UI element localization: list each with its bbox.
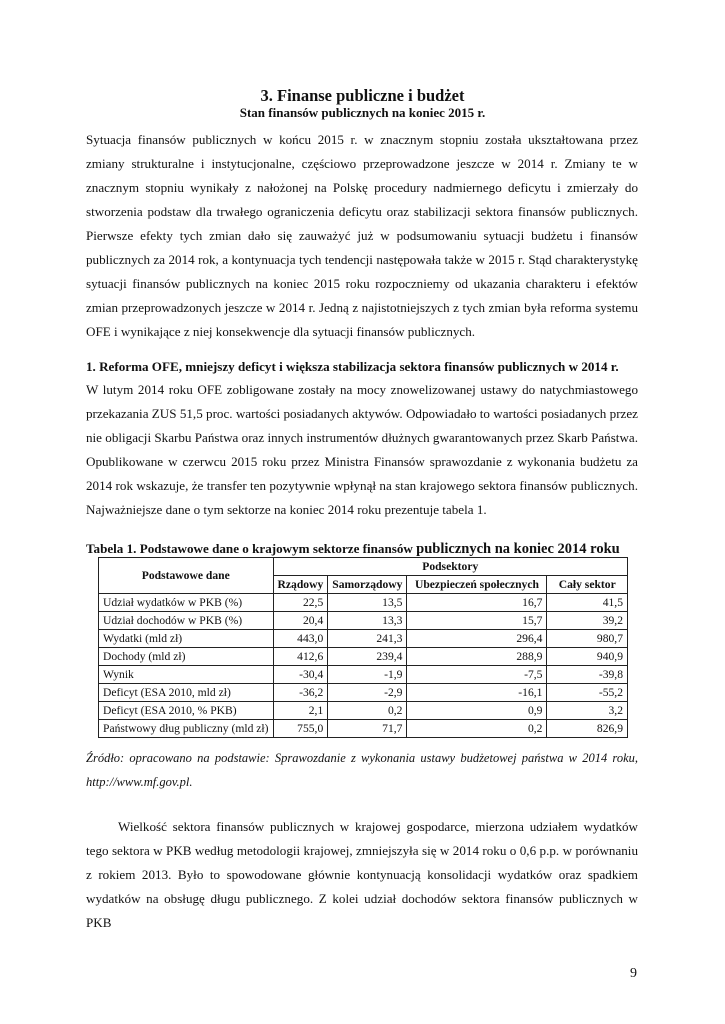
cell-value: 940,9 <box>547 648 628 666</box>
table-row <box>99 684 628 702</box>
cell-value: 3,2 <box>547 702 628 720</box>
cell-value: 755,0 <box>273 720 328 738</box>
cell-value: 443,0 <box>273 630 328 648</box>
table-row <box>99 702 628 720</box>
cell-value: 412,6 <box>273 648 328 666</box>
table-row <box>99 612 628 630</box>
cell-value: 241,3 <box>328 630 407 648</box>
cell-value: 0,2 <box>407 720 547 738</box>
row-label: Udział wydatków w PKB (%) <box>99 594 274 612</box>
table-row <box>99 648 628 666</box>
cell-value: 0,9 <box>407 702 547 720</box>
chapter-subheading: Stan finansów publicznych na koniec 2015 r. <box>239 105 486 120</box>
header-col-social-insurance: Ubezpieczeń społecznych <box>407 576 547 594</box>
table-caption-part1: Tabela 1. Podstawowe dane o krajowym sektorze finansów <box>86 541 417 556</box>
header-basic-data: Podstawowe dane <box>99 558 274 594</box>
sector-size-paragraph: Wielkość sektora finansów publicznych w krajowej gospodarce, mierzona udziałem wydatków tego sektora w PKB według metodologii krajowej, zmniejszyła się w 2014 roku o 0,6 p.p. w porównaniu z rokiem 2013. Było to spowodowane głównie kontynuacją konsolidacji wydatków oraz spadkiem wydatków na obsługę długu publicznego. Z kolei udział dochodów sektora finansów publicznych w PKB <box>86 819 638 930</box>
cell-value: -1,9 <box>328 666 407 684</box>
cell-value: -30,4 <box>273 666 328 684</box>
row-label: Państwowy dług publiczny (mld zł) <box>99 720 274 738</box>
cell-value: 296,4 <box>407 630 547 648</box>
reform-paragraph: W lutym 2014 roku OFE zobligowane zostały na mocy znowelizowanej ustawy do natychmiastowego przekazania ZUS 51,5 proc. wartości posiadanych aktywów. Odpowiadało to wartości posiadanych przez nie obligacji Skarbu Państwa oraz innych instrumentów dłużnych gwarantowanych przez Skarb Państwa. Opublikowane w czerwcu 2015 roku przez Ministra Finansów sprawozdanie z wykonania budżetu za 2014 rok wskazuje, że transfer ten pozytywnie wpłynął na stan krajowego sektora finansów publicznych. Najważniejsze dane o tym sektorze na koniec 2014 roku prezentuje tabela 1. <box>86 382 638 517</box>
cell-value: 826,9 <box>547 720 628 738</box>
cell-value: -36,2 <box>273 684 328 702</box>
row-label: Udział dochodów w PKB (%) <box>99 612 274 630</box>
page-number: 9 <box>630 966 637 981</box>
row-label: Dochody (mld zł) <box>99 648 274 666</box>
cell-value: 22,5 <box>273 594 328 612</box>
header-col-local: Samorządowy <box>328 576 407 594</box>
header-col-total: Cały sektor <box>547 576 628 594</box>
cell-value: 16,7 <box>407 594 547 612</box>
public-finance-table <box>98 557 628 738</box>
cell-value: 13,5 <box>328 594 407 612</box>
section-title: 1. Reforma OFE, mniejszy deficyt i większa stabilizacja sektora finansów publicznych w 2014 r. <box>86 359 619 374</box>
header-subsectors: Podsektory <box>273 558 627 576</box>
table-row <box>99 666 628 684</box>
cell-value: 39,2 <box>547 612 628 630</box>
cell-value: -7,5 <box>407 666 547 684</box>
cell-value: 239,4 <box>328 648 407 666</box>
chapter-heading: 3. Finanse publiczne i budżet <box>260 86 465 105</box>
intro-paragraph: Sytuacja finansów publicznych w końcu 2015 r. w znacznym stopniu została ukształtowana przez zmiany strukturalne i instytucjonalne, częściowo przeprowadzone jeszcze w 2014 r. Zmiany te w znacznym stopniu wynikały z nałożonej na Polskę procedury nadmiernego deficytu i zmierzały do stworzenia podstaw dla trwałego ograniczenia deficytu oraz stabilizacji sektora finansów publicznych. Pierwsze efekty tych zmian dało się zauważyć już w podsumowaniu sytuacji budżetu i finansów publicznych za 2014 rok, a kontynuacja tych tendencji następowała także w 2015 r. Stąd charakterystykę sytuacji finansów publicznych na koniec 2015 roku rozpoczniemy od ukazania charakteru i efektów zmian przeprowadzonych jeszcze w 2014 r. Jedną z najistotniejszych z tych zmian była reforma systemu OFE i wynikające z niej konsekwencje dla sytuacji finansów publicznych. <box>86 132 638 339</box>
cell-value: -39,8 <box>547 666 628 684</box>
cell-value: 15,7 <box>407 612 547 630</box>
cell-value: 288,9 <box>407 648 547 666</box>
row-label: Deficyt (ESA 2010, mld zł) <box>99 684 274 702</box>
cell-value: 2,1 <box>273 702 328 720</box>
cell-value: 13,3 <box>328 612 407 630</box>
table-row <box>99 720 628 738</box>
table-row <box>99 630 628 648</box>
table-caption-part2: publicznych na koniec 2014 roku <box>416 541 620 557</box>
cell-value: -2,9 <box>328 684 407 702</box>
cell-value: -55,2 <box>547 684 628 702</box>
header-col-government: Rządowy <box>273 576 328 594</box>
cell-value: 980,7 <box>547 630 628 648</box>
row-label: Deficyt (ESA 2010, % PKB) <box>99 702 274 720</box>
cell-value: -16,1 <box>407 684 547 702</box>
table-body <box>99 594 628 738</box>
table-row <box>99 594 628 612</box>
row-label: Wynik <box>99 666 274 684</box>
cell-value: 71,7 <box>328 720 407 738</box>
row-label: Wydatki (mld zł) <box>99 630 274 648</box>
cell-value: 20,4 <box>273 612 328 630</box>
cell-value: 41,5 <box>547 594 628 612</box>
table-caption <box>86 540 646 558</box>
cell-value: 0,2 <box>328 702 407 720</box>
table-source-note: Źródło: opracowano na podstawie: Sprawozdanie z wykonania ustawy budżetowej państwa w 2014 roku, http://www.mf.gov.pl. <box>86 751 638 789</box>
